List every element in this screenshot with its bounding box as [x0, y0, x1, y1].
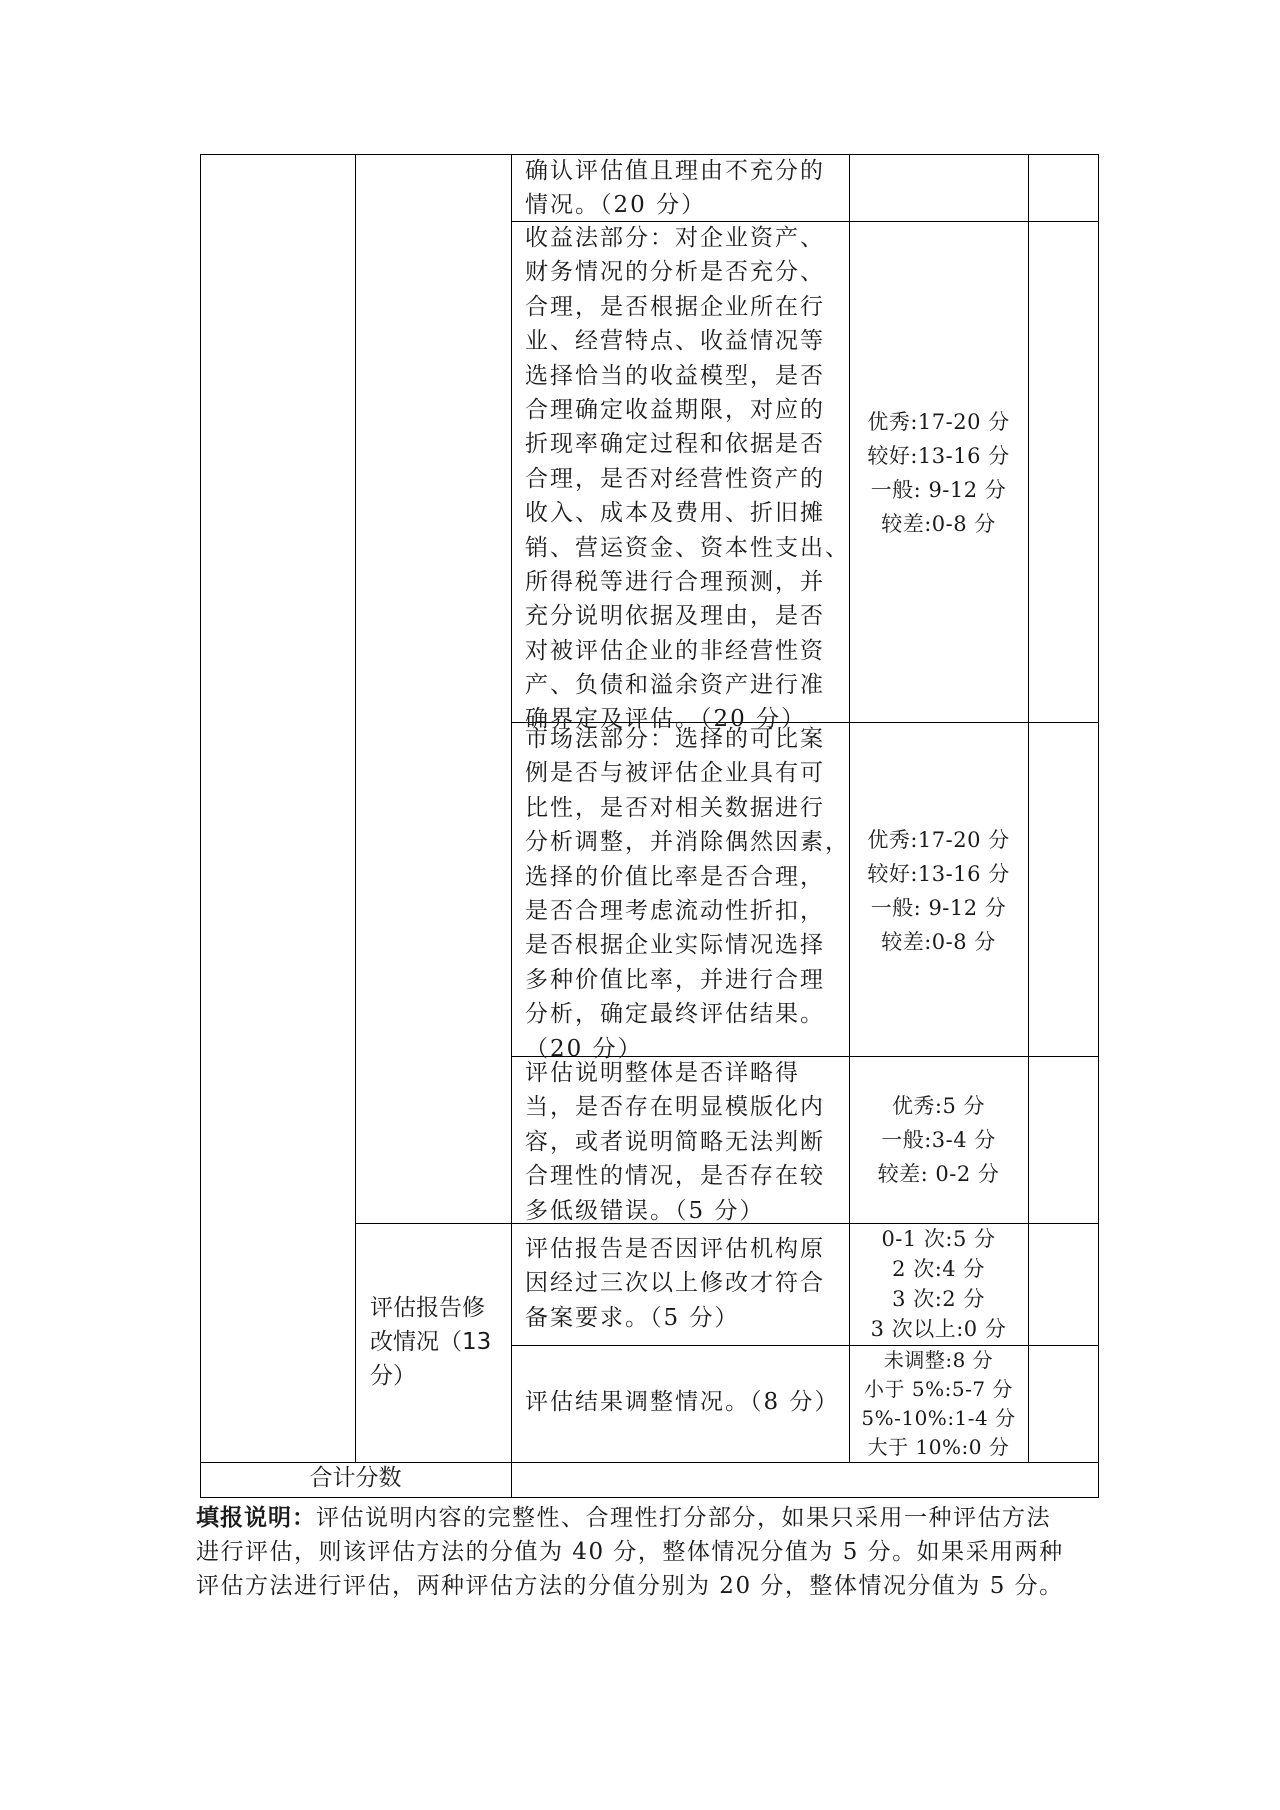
- criteria-text: [525, 1385, 839, 1419]
- score-line: 较差:0-8 分: [881, 512, 996, 536]
- criteria-line: 评估说明整体是否详略得: [525, 1060, 800, 1086]
- criteria-line: 容，或者说明简略无法判断: [525, 1128, 825, 1155]
- criteria-line: 收入、成本及费用、折旧摊: [525, 500, 825, 527]
- score-line: 3 次:2 分: [892, 1287, 985, 1311]
- grid-line: [511, 154, 512, 1498]
- score-line: 2 次:4 分: [892, 1257, 985, 1281]
- criteria-line: 折现率确定过程和依据是否: [525, 431, 825, 458]
- note-label: 填报说明：: [196, 1505, 316, 1531]
- grid-line: [1028, 154, 1029, 1462]
- criteria-text: [525, 722, 850, 1066]
- criteria-line: 对被评估企业的非经营性资: [525, 637, 825, 664]
- score-scale: [849, 405, 1028, 541]
- score-line: 较好:13-16 分: [867, 444, 1010, 468]
- score-line: 较差: 0-2 分: [877, 1162, 1000, 1186]
- criteria-line: 比性，是否对相关数据进行: [525, 794, 825, 821]
- total-label: 合计分数: [309, 1465, 402, 1491]
- score-line: 一般:3-4 分: [881, 1128, 996, 1152]
- note-line: 评估方法进行评估，两种评估方法的分值分别为 20 分，整体情况分值为 5 分。: [196, 1573, 1064, 1599]
- score-line: 优秀:17-20 分: [867, 828, 1010, 852]
- criteria-line: 是否合理考虑流动性折扣，: [525, 897, 825, 924]
- score-line: 3 次以上:0 分: [870, 1317, 1007, 1341]
- criteria-line: 分析调整，并消除偶然因素，: [525, 829, 850, 856]
- criteria-line: 多种价值比率，并进行合理: [525, 966, 825, 993]
- criteria-line: 充分说明依据及理由，是否: [525, 603, 825, 630]
- criteria-text: [525, 154, 825, 223]
- criteria-line: 多低级错误。（5 分）: [525, 1197, 765, 1224]
- criteria-line: 产、负债和溢余资产进行准: [525, 672, 825, 699]
- criteria-line: 确界定及评估。（20 分）: [525, 706, 807, 733]
- criteria-text: [525, 221, 850, 737]
- note-line: 进行评估，则该评估方法的分值为 40 分，整体情况分值为 5 分。如果采用两种: [196, 1539, 1064, 1565]
- criteria-line: 当，是否存在明显模版化内: [525, 1094, 825, 1121]
- grid-line: [1098, 154, 1099, 1498]
- criteria-line: 合理确定收益期限，对应的: [525, 396, 825, 423]
- score-line: 优秀:17-20 分: [867, 410, 1010, 434]
- note-line: [196, 1501, 1096, 1535]
- criteria-line: 例是否与被评估企业具有可: [525, 760, 825, 787]
- criteria-line: 合理性的情况，是否存在较: [525, 1163, 825, 1190]
- score-line: 小于 5%:5-7 分: [864, 1377, 1013, 1401]
- score-line: 一般: 9-12 分: [870, 896, 1007, 920]
- score-scale: [849, 1224, 1028, 1344]
- score-scale: [849, 1089, 1028, 1191]
- criteria-line: 财务情况的分析是否充分、: [525, 259, 825, 286]
- criteria-text: [525, 1056, 825, 1228]
- criteria-line: 市场法部分：选择的可比案: [525, 726, 825, 752]
- criteria-line: 选择的价值比率是否合理，: [525, 863, 825, 890]
- score-line: 大于 10%:0 分: [867, 1435, 1010, 1459]
- criteria-line: 选择恰当的收益模型，是否: [525, 362, 825, 389]
- criteria-text: [525, 1232, 825, 1335]
- criteria-line: 是否根据企业实际情况选择: [525, 932, 825, 959]
- criteria-line: 情况。（20 分）: [525, 192, 707, 219]
- note-text: 评估说明内容的完整性、合理性打分部分，如果只采用一种评估方法: [316, 1505, 1051, 1531]
- score-line: 0-1 次:5 分: [881, 1227, 996, 1251]
- criteria-line: 评估报告是否因评估机构原: [525, 1236, 825, 1262]
- score-line: 一般: 9-12 分: [870, 478, 1007, 502]
- criteria-line: 合理，是否根据企业所在行: [525, 293, 825, 320]
- score-scale: [849, 823, 1028, 959]
- criteria-line: 所得税等进行合理预测，并: [525, 568, 825, 595]
- criteria-line: 业、经营特点、收益情况等: [525, 328, 825, 355]
- criteria-line: （20 分）: [525, 1035, 643, 1062]
- grid-line: [200, 1497, 1098, 1498]
- criteria-line: 因经过三次以上修改才符合: [525, 1270, 825, 1297]
- criteria-line: 销、营运资金、资本性支出、: [525, 534, 850, 561]
- score-line: 5%-10%:1-4 分: [861, 1406, 1016, 1430]
- score-line: 未调整:8 分: [883, 1348, 994, 1372]
- score-line: 优秀:5 分: [891, 1094, 986, 1118]
- criteria-line: 备案要求。（5 分）: [525, 1304, 740, 1331]
- criteria-line: 分析，确定最终评估结果。: [525, 1001, 825, 1028]
- score-line: 较差:0-8 分: [881, 930, 996, 954]
- score-scale: [849, 1346, 1028, 1462]
- grid-line: [355, 154, 356, 1462]
- category-label: 评估报告修改情况（13 分）: [370, 1295, 492, 1389]
- criteria-line: 评估结果调整情况。（8 分）: [525, 1389, 840, 1415]
- score-line: 较好:13-16 分: [867, 862, 1010, 886]
- criteria-line: 合理，是否对经营性资产的: [525, 465, 825, 492]
- criteria-line: 收益法部分：对企业资产、: [525, 225, 825, 251]
- grid-line: [200, 154, 201, 1498]
- fill-note: [196, 1501, 1096, 1603]
- criteria-line: 确认评估值且理由不充分的: [525, 158, 825, 184]
